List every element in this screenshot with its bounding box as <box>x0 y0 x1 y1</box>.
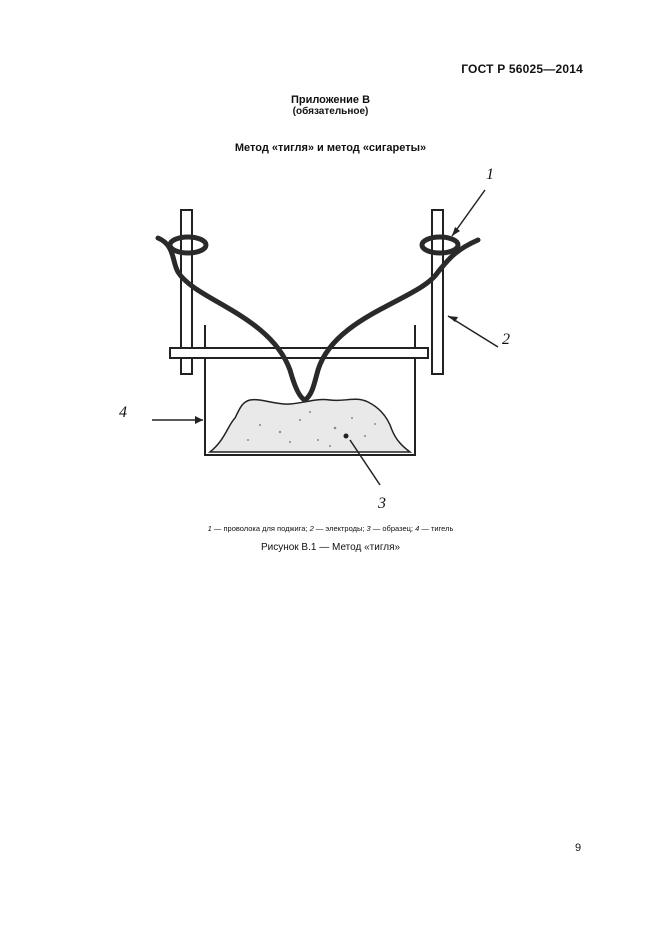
legend-text-3: — образец; <box>370 524 416 533</box>
legend-num-2: 2 <box>309 524 314 533</box>
section-title: Метод «тигля» и метод «сигареты» <box>234 142 427 154</box>
legend-text-2: — электроды; <box>313 524 367 533</box>
callout-2: 2 <box>502 331 510 348</box>
callout-1: 1 <box>486 166 494 183</box>
legend-text-4: — тигель <box>419 524 454 533</box>
legend-num-1: 1 <box>207 524 212 533</box>
callout-4: 4 <box>119 404 127 421</box>
legend-num-4: 4 <box>415 524 420 533</box>
sample-point <box>344 434 349 439</box>
page-number: 9 <box>575 842 582 854</box>
annex-status: (обязательное) <box>292 106 369 117</box>
figure-caption: Рисунок В.1 — Метод «тигля» <box>260 542 401 553</box>
callout-3: 3 <box>378 495 386 512</box>
figure-legend <box>0 524 661 533</box>
cross-bar <box>170 348 428 358</box>
document-code: ГОСТ Р 56025—2014 <box>461 62 583 76</box>
legend-text-1: — проволока для поджига; <box>211 524 310 533</box>
legend-num-3: 3 <box>366 524 371 533</box>
leader-arrowheads <box>195 227 460 424</box>
sample <box>210 399 410 452</box>
annex-title: Приложение В <box>290 94 371 106</box>
